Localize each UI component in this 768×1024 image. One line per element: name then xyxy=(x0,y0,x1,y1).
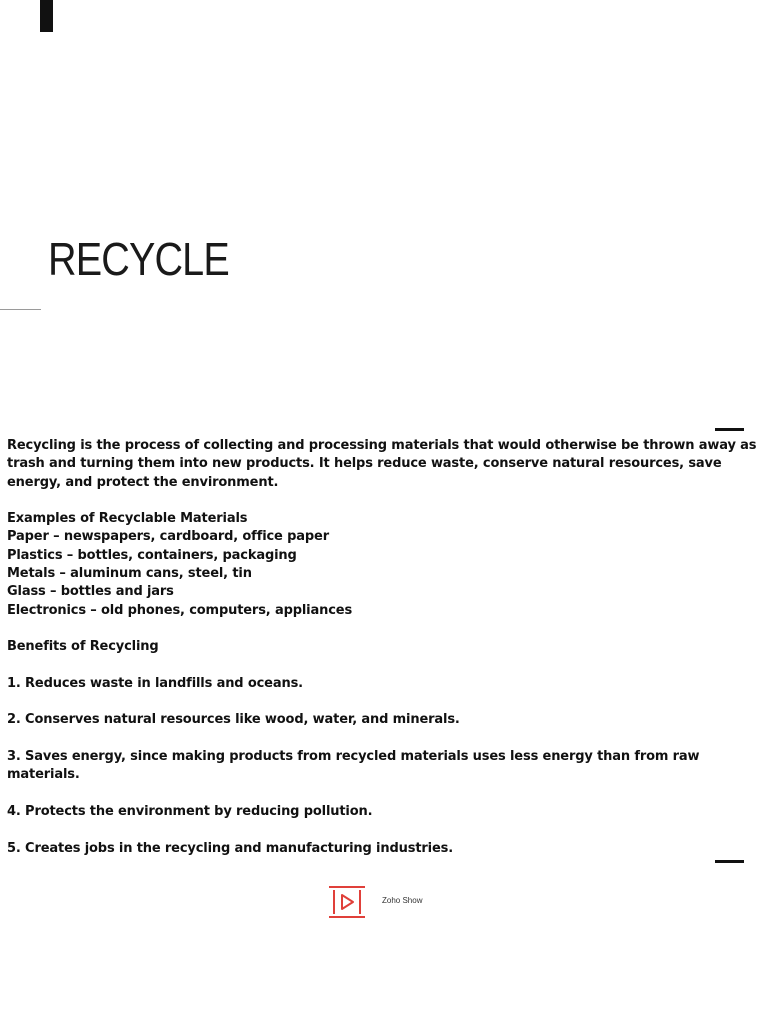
benefit-item: 5. Creates jobs in the recycling and manufacturing industries. xyxy=(7,840,453,856)
benefit-item: 4. Protects the environment by reducing pollution. xyxy=(7,803,373,819)
slide-title: RECYCLE xyxy=(48,233,229,285)
top-accent-bar xyxy=(40,0,53,32)
spacer xyxy=(7,620,759,638)
spacer xyxy=(7,492,759,510)
body-accent-rule-top xyxy=(715,428,744,431)
benefit-item: 2. Conserves natural resources like wood, water, and minerals. xyxy=(7,712,460,728)
spacer xyxy=(7,657,759,675)
example-item: Glass – bottles and jars xyxy=(7,584,174,600)
spacer xyxy=(7,730,759,748)
example-item: Paper – newspapers, cardboard, office paper xyxy=(7,529,329,545)
example-item: Plastics – bottles, containers, packaging xyxy=(7,547,297,563)
example-item: Electronics – old phones, computers, appliances xyxy=(7,602,353,618)
benefits-heading: Benefits of Recycling xyxy=(7,639,159,655)
examples-heading: Examples of Recyclable Materials xyxy=(7,511,248,527)
example-item: Metals – aluminum cans, steel, tin xyxy=(7,566,252,582)
title-divider xyxy=(0,309,41,310)
zoho-show-logo-icon xyxy=(328,886,366,918)
benefit-item: 1. Reduces waste in landfills and oceans. xyxy=(7,675,303,691)
slide-body-text xyxy=(7,437,759,858)
body-accent-rule-bottom xyxy=(715,860,744,863)
footer-brand: Zoho Show xyxy=(382,896,423,905)
benefit-item: 3. Saves energy, since making products from recycled materials uses less energy than from raw materials. xyxy=(7,749,700,783)
spacer xyxy=(7,821,759,839)
intro-paragraph: Recycling is the process of collecting and processing materials that would otherwise be thrown away as trash and turning them into new products. It helps reduce waste, conserve natural resources, save energy, and protect the environment. xyxy=(7,438,757,490)
spacer xyxy=(7,693,759,711)
spacer xyxy=(7,785,759,803)
slide-body xyxy=(7,437,759,870)
